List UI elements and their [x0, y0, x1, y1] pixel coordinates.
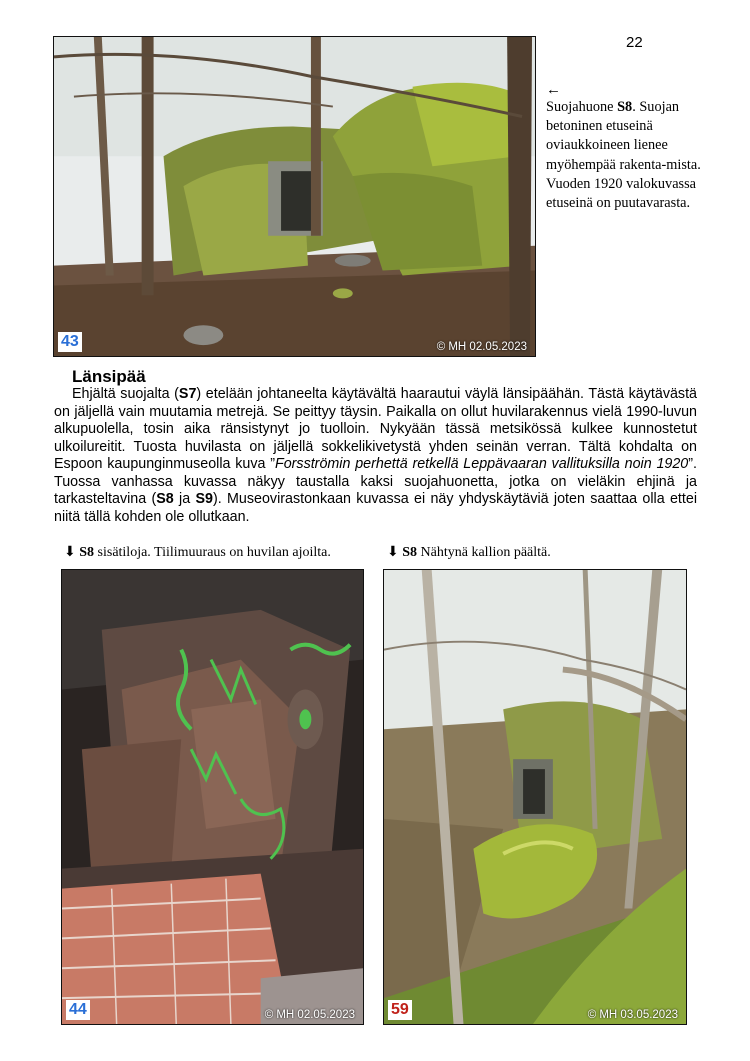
caption-44-code: S8 [79, 545, 95, 560]
photo-badge-44: 44 [66, 1000, 90, 1020]
body-italic-title: Forsströmin perhettä retkellä Leppävaaran vallituksilla noin 1920 [274, 456, 689, 472]
caption-44 [64, 544, 331, 562]
section-body [54, 386, 697, 526]
left-arrow-icon: ← [546, 82, 561, 98]
body-text-1: Ehjältä suojalta ( [72, 386, 179, 402]
down-arrow-icon: ⬇ [387, 545, 399, 560]
body-text-2: ) etelään johtaneelta käytävältä haarautui väylä länsipäähän. Tästä käytävästä on jäljellä vain muutamia metrejä. Se peittyy täysin. Paikalla on ollut huvilarakennus vielä 1990-luvun alkupuolella, tosin aika ränsistynyt jo tuolloin. Nykyään tässä metsikössä kulkee kunnostetut ulkoilureitit. Tuosta huvilasta on jäljellä sokkelikivetystä yhden seinän verran. Tältä kohdalta on Espoon kaupunginmuseolla kuva ” [54, 386, 697, 472]
photo-43-bunker-entrance [53, 36, 536, 357]
photo-43-image [54, 37, 535, 356]
body-code-s7: S7 [178, 386, 197, 402]
photo-59-image [384, 570, 686, 1024]
photo-copyright-59: © MH 03.05.2023 [587, 1009, 678, 1021]
caption-44-text: sisätiloja. Tiilimuuraus on huvilan ajoilta. [94, 545, 331, 560]
side-caption-prefix: Suojahuone [546, 99, 614, 115]
caption-59-text: Nähtynä kallion päältä. [417, 545, 551, 560]
caption-59-code: S8 [402, 545, 418, 560]
photo-44-interior [61, 569, 364, 1025]
body-text-3: ”. Tuossa vanhassa kuvassa näkyy taustalla kaksi suojahuonetta, jotka on vieläkin ehjinä ja tarkasteltavina ( [54, 456, 697, 507]
section-title: Länsipää [72, 367, 146, 386]
photo-badge-59: 59 [388, 1000, 412, 1020]
side-caption-text: . Suojan betoninen etuseinä oviaukkoineen lienee myöhempää rakenta-mista. Vuoden 1920 valokuvassa etuseinä on puutavarasta. [546, 99, 701, 212]
body-text-5: ). Museovirastonkaan kuvassa ei näy yhdyskäytäviä joten saattaa olla ettei niitä tällä kohden ole ollutkaan. [54, 491, 697, 525]
photo-copyright-43: © MH 02.05.2023 [436, 341, 527, 353]
photo-44-image [62, 570, 363, 1024]
down-arrow-icon: ⬇ [64, 545, 76, 560]
side-caption-code: S8 [617, 99, 633, 115]
side-caption-43 [546, 82, 706, 213]
body-text-4: ja [173, 491, 196, 507]
photo-59-from-rock [383, 569, 687, 1025]
photo-badge-43: 43 [58, 332, 82, 352]
caption-59 [387, 544, 551, 562]
body-code-s9: S9 [195, 491, 213, 507]
photo-copyright-44: © MH 02.05.2023 [264, 1009, 355, 1021]
page-number: 22 [626, 34, 643, 51]
body-code-s8: S8 [156, 491, 174, 507]
